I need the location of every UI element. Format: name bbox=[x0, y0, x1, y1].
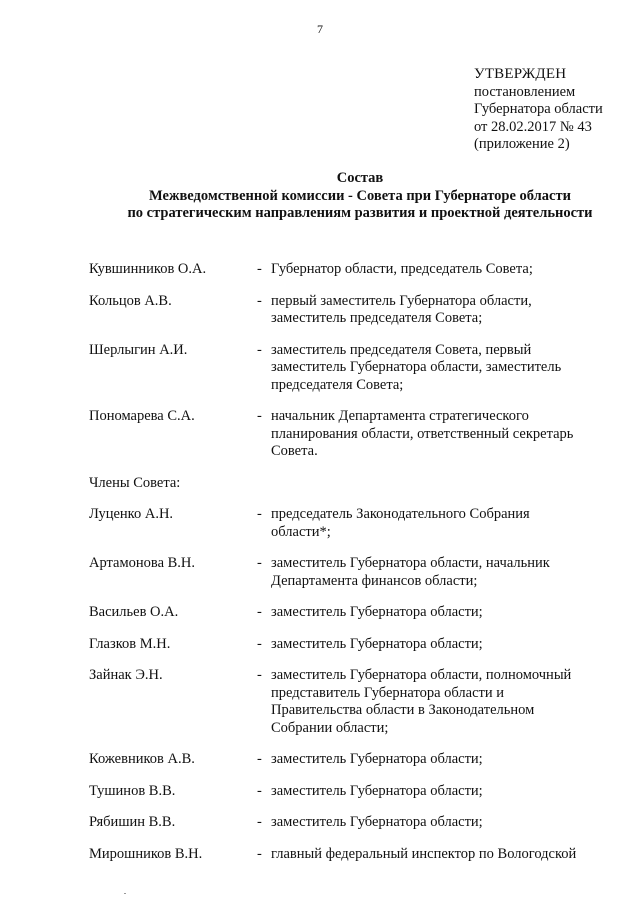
dash-separator: - bbox=[257, 261, 262, 277]
position-line: заместитель Губернатора области; bbox=[271, 814, 483, 830]
member-row bbox=[89, 506, 609, 541]
member-name: Шерлыгин А.И. bbox=[89, 341, 188, 358]
position-line: Совета. bbox=[271, 443, 318, 459]
member-position bbox=[271, 555, 609, 590]
member-position bbox=[271, 293, 609, 328]
member-position bbox=[271, 846, 609, 864]
approval-line: (приложение 2) bbox=[474, 136, 570, 152]
member-position bbox=[271, 604, 609, 622]
member-position bbox=[271, 408, 609, 461]
scan-mark bbox=[124, 893, 126, 894]
dash-separator: - bbox=[257, 751, 262, 767]
member-row bbox=[89, 667, 609, 737]
member-row bbox=[89, 342, 609, 395]
member-name: Зайнак Э.Н. bbox=[89, 667, 163, 683]
member-position bbox=[271, 261, 609, 279]
dash-separator: - bbox=[257, 341, 262, 358]
position-line: заместитель председателя Совета; bbox=[271, 310, 483, 326]
member-row bbox=[89, 751, 609, 769]
position-line: заместитель Губернатора области; bbox=[271, 782, 483, 799]
member-name: Кожевников А.В. bbox=[89, 751, 195, 767]
position-line: начальник Департамента стратегического bbox=[271, 408, 529, 424]
member-name: Васильев О.А. bbox=[89, 604, 179, 620]
position-line: заместитель Губернатора области, заместитель bbox=[271, 359, 562, 375]
title-line: Межведомственной комиссии - Совета при Губернаторе области bbox=[149, 187, 571, 204]
position-line: Собрании области; bbox=[271, 719, 389, 736]
dash-separator: - bbox=[257, 635, 262, 652]
member-position bbox=[271, 636, 609, 654]
approval-line: Губернатора области bbox=[474, 101, 603, 117]
title-line: по стратегическим направлениям развития и проектной деятельности bbox=[127, 205, 593, 221]
member-row bbox=[89, 636, 609, 654]
approval-line: УТВЕРЖДЕН bbox=[474, 66, 567, 82]
member-name: Артамонова В.Н. bbox=[89, 555, 196, 571]
position-line: планирования области, ответственный секретарь bbox=[271, 425, 574, 442]
leaders-group bbox=[89, 261, 609, 461]
position-line: области*; bbox=[271, 523, 331, 540]
title-line: Состав bbox=[336, 170, 384, 186]
position-line: заместитель Губернатора области; bbox=[271, 604, 483, 620]
member-row bbox=[89, 846, 609, 864]
member-position bbox=[271, 751, 609, 769]
dash-separator: - bbox=[257, 292, 262, 309]
approval-line: постановлением bbox=[474, 83, 576, 100]
member-name: Тушинов В.В. bbox=[89, 782, 176, 799]
members-heading: Члены Совета: bbox=[89, 474, 181, 491]
dash-separator: - bbox=[257, 814, 262, 830]
position-line: заместитель председателя Совета, первый bbox=[271, 341, 532, 358]
position-line: Правительства области в Законодательном bbox=[271, 702, 535, 718]
member-name: Мирошников В.Н. bbox=[89, 845, 203, 862]
position-line: заместитель Губернатора области, полномочный bbox=[271, 667, 572, 683]
position-line: Губернатор области, председатель Совета; bbox=[271, 261, 533, 277]
dash-separator: - bbox=[257, 555, 262, 571]
dash-separator: - bbox=[257, 845, 262, 862]
dash-separator: - bbox=[257, 408, 262, 424]
dash-separator: - bbox=[257, 604, 262, 620]
member-position bbox=[271, 506, 609, 541]
document-title bbox=[0, 170, 640, 223]
member-row bbox=[89, 604, 609, 622]
approval-line: от 28.02.2017 № 43 bbox=[474, 118, 592, 135]
member-position bbox=[271, 814, 609, 832]
dash-separator: - bbox=[257, 506, 262, 522]
position-line: главный федеральный инспектор по Вологодской bbox=[271, 845, 577, 862]
member-position bbox=[271, 342, 609, 395]
page-number: 7 bbox=[317, 22, 323, 36]
dash-separator: - bbox=[257, 667, 262, 683]
member-position bbox=[271, 783, 609, 801]
member-row bbox=[89, 814, 609, 832]
position-line: представитель Губернатора области и bbox=[271, 684, 505, 701]
position-line: заместитель Губернатора области, начальник bbox=[271, 555, 550, 571]
member-row bbox=[89, 293, 609, 328]
position-line: председателя Совета; bbox=[271, 376, 404, 393]
member-name: Луценко А.Н. bbox=[89, 506, 174, 522]
member-row bbox=[89, 408, 609, 461]
member-row bbox=[89, 261, 609, 279]
position-line: председатель Законодательного Собрания bbox=[271, 506, 530, 522]
member-name: Пономарева С.А. bbox=[89, 408, 195, 424]
member-name: Кувшинников О.А. bbox=[89, 261, 207, 277]
member-position bbox=[271, 667, 609, 737]
members-list bbox=[89, 261, 609, 877]
position-line: заместитель Губернатора области; bbox=[271, 635, 483, 652]
member-name: Рябишин В.В. bbox=[89, 814, 176, 830]
dash-separator: - bbox=[257, 782, 262, 799]
member-name: Кольцов А.В. bbox=[89, 292, 172, 309]
approval-stamp bbox=[474, 66, 603, 154]
members-group bbox=[89, 506, 609, 863]
member-name: Глазков М.Н. bbox=[89, 635, 171, 652]
member-row bbox=[89, 783, 609, 801]
position-line: заместитель Губернатора области; bbox=[271, 751, 483, 767]
position-line: первый заместитель Губернатора области, bbox=[271, 292, 532, 309]
member-row bbox=[89, 555, 609, 590]
position-line: Департамента финансов области; bbox=[271, 572, 478, 589]
